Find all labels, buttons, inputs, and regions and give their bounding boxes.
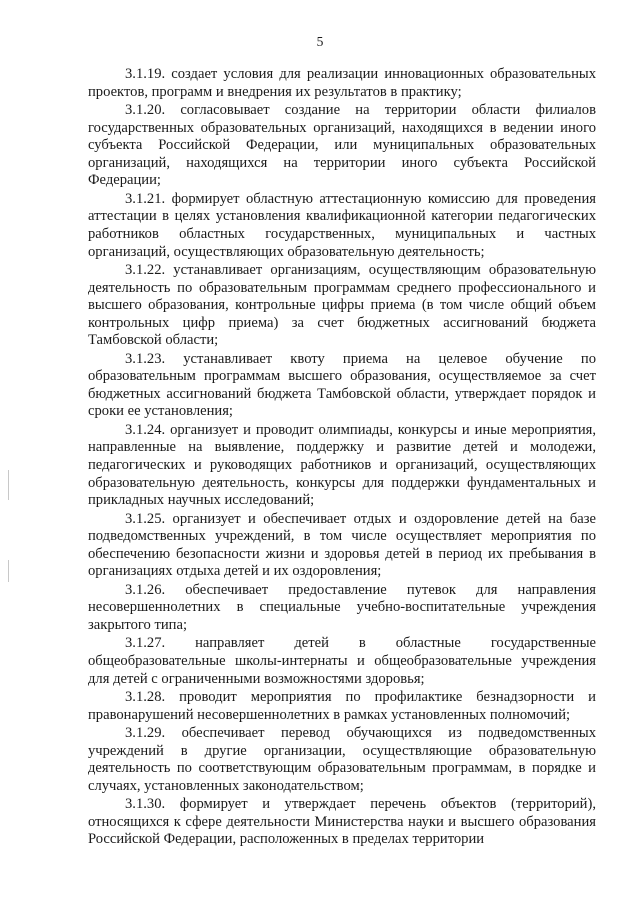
clause-3-1-19: 3.1.19. создает условия для реализации инновационных образовательных проектов, программ и внедрения их результатов в практику; (88, 66, 596, 100)
clause-3-1-27: 3.1.27. направляет детей в областные государственные общеобразовательные школы-интернаты и общеобразовательные учреждения для детей с ограниченными возможностями здоровья; (88, 635, 596, 687)
page-number: 5 (316, 34, 324, 49)
clause-3-1-24: 3.1.24. организует и проводит олимпиады, конкурсы и иные мероприятия, направленные на выявление, поддержку и развитие детей и молодежи, педагогических и руководящих работников и организаций, осуществляющих образовательную деятельность, конкурсы для поддержки фундаментальных и прикладных научных исследований; (88, 421, 596, 509)
clause-3-1-23: 3.1.23. устанавливает квоту приема на целевое обучение по образовательным программам высшего образования, осуществляемое за счет бюджетных ассигнований бюджета Тамбовской области, утверждает порядок и сроки ее установления; (88, 350, 596, 420)
clause-3-1-21: 3.1.21. формирует областную аттестационную комиссию для проведения аттестации в целях установления квалификационной категории педагогических работников областных государственных, муниципальных и частных организаций, осуществляющих образовательную деятельность; (88, 190, 596, 260)
clause-3-1-20: 3.1.20. согласовывает создание на территории области филиалов государственных образовательных организаций, находящихся в ведении иного субъекта Российской Федерации, или муниципальных образовательных организаций, находящихся на территории иного субъекта Российской Федерации; (88, 101, 596, 189)
clause-3-1-30: 3.1.30. формирует и утверждает перечень объектов (территорий), относящихся к сфере деятельности Министерства науки и высшего образования Российской Федерации, расположенных в пределах территории (88, 796, 596, 848)
scan-margin-mark (8, 560, 9, 582)
clause-3-1-22: 3.1.22. устанавливает организациям, осуществляющим образовательную деятельность по образовательным программам среднего профессионального и высшего образования, контрольные цифры приема (в том числе общий объем контрольных цифр приема) за счет бюджетных ассигнований бюджета Тамбовской области; (88, 261, 596, 349)
clause-3-1-29: 3.1.29. обеспечивает перевод обучающихся из подведомственных учреждений в другие организации, осуществляющие образовательную деятельность по соответствующим образовательным программам, в порядке и случаях, установленных законодательством; (88, 724, 596, 794)
clause-3-1-28: 3.1.28. проводит мероприятия по профилактике безнадзорности и правонарушений несовершеннолетних в рамках установленных полномочий; (88, 688, 596, 723)
document-body (88, 66, 596, 850)
clause-3-1-25: 3.1.25. организует и обеспечивает отдых и оздоровление детей на базе подведомственных учреждений, в том числе осуществляет мероприятия по обеспечению безопасности жизни и здоровья детей в период их пребывания в организациях отдыха детей и их оздоровления; (88, 510, 596, 580)
clause-3-1-26: 3.1.26. обеспечивает предоставление путевок для направления несовершеннолетних в специальные учебно-воспитательные учреждения закрытого типа; (88, 581, 596, 633)
scan-margin-mark (8, 470, 9, 500)
